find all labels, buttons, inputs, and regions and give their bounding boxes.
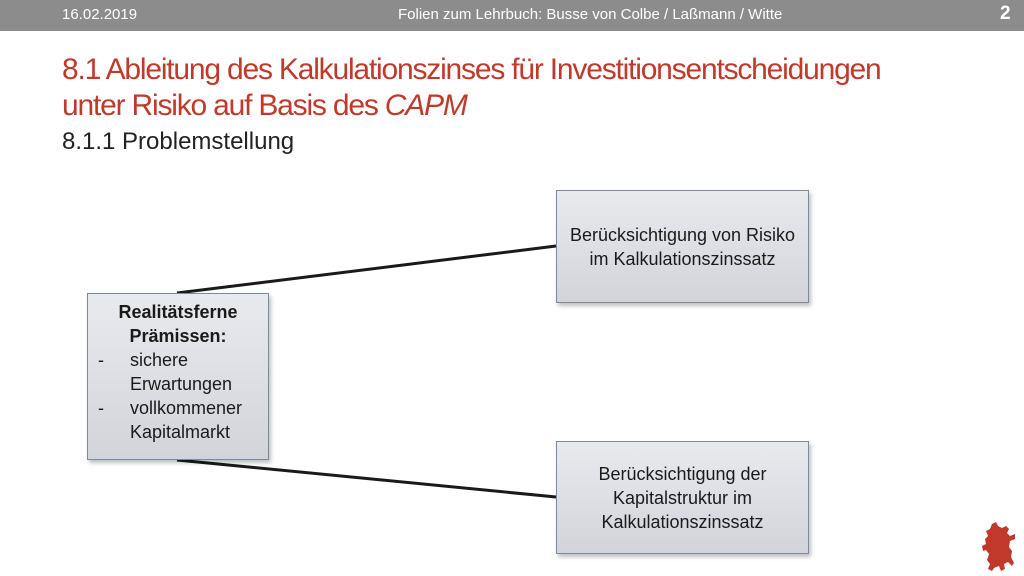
slide-footer-text: Folien zum Lehrbuch: Busse von Colbe / Laßmann / Witte (398, 6, 783, 23)
premises-heading: Realitätsferne Prämissen: (118, 302, 238, 346)
page-number: 2 (1000, 3, 1011, 24)
premise-item (96, 348, 260, 396)
slide-title-line1: 8.1 Ableitung des Kalkulationszinses für Investitionsentscheidungen (62, 53, 881, 86)
premise-item (96, 396, 260, 444)
slide-title-capm: CAPM (384, 89, 467, 122)
capital-structure-box-text: Berücksichtigung der Kapitalstruktur im Kalkulationszinssatz (598, 463, 767, 532)
premise-text: vollkommener Kapitalmarkt (130, 398, 243, 442)
premise-text: sichere Erwartungen (130, 350, 233, 394)
premise-dash: - (98, 350, 104, 370)
premise-dash: - (98, 398, 104, 418)
connector-line-bottom (177, 460, 556, 497)
connector-line-top (177, 246, 556, 293)
capital-structure-box (556, 441, 809, 554)
slide-title-line2-text: unter Risiko auf Basis des (62, 89, 385, 122)
risk-box (556, 190, 809, 303)
risk-box-text: Berücksichtigung von Risiko im Kalkulationszinssatz (569, 224, 796, 269)
slide-date: 16.02.2019 (62, 6, 138, 23)
slide-subtitle: 8.1.1 Problemstellung (62, 128, 295, 155)
berlin-bear-icon (982, 520, 1016, 572)
premises-box (87, 293, 269, 460)
